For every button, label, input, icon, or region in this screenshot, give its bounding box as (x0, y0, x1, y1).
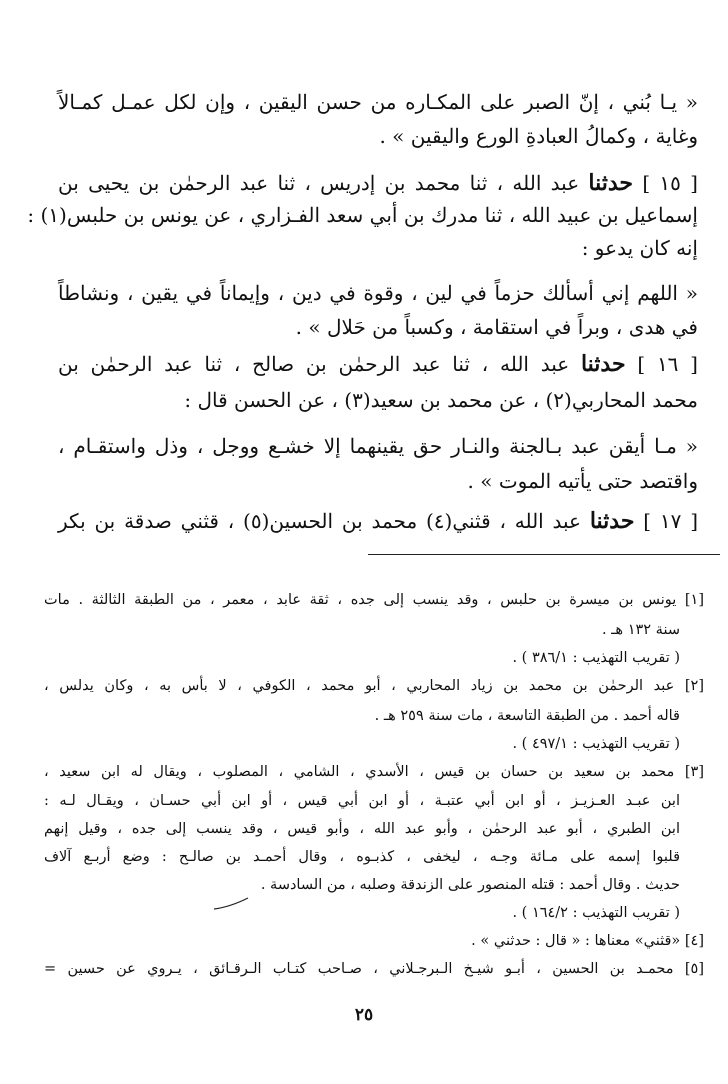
entry-text: عبد الله ، قثني(٤) محمد بن الحسين(٥) ، قثني صدقة بن بكر (58, 509, 581, 533)
paragraph-line: وغاية ، وكمالُ العبادةِ الورع واليقين » . (379, 124, 698, 148)
footnote-line: حديث . وقال أحمد : قتله المنصور على الزندقة وصلبه ، من السادسة . (260, 877, 680, 893)
footnote-line: [٥] محمـد بن الحسين ، أبـو شيـخ الـبرجـلاني ، صـاحب كتـاب الـرقـائق ، يـروي عن حسين = (44, 961, 704, 977)
footnote-line: ( تقريب التهذيب : ١٦٤/٢ ) . (512, 905, 680, 921)
footnote-line: [٤] «قثني» معناها : « قال : حدثني » . (471, 933, 704, 949)
entry-head: حدثنا (589, 508, 635, 534)
entry-text: عبد الله ، ثنا عبد الرحمٰن بن صالح ، ثنا عبد الرحمٰن بن (58, 352, 570, 376)
quote-line: واقتصد حتى يأتيه الموت » . (467, 469, 698, 493)
page-number: ٢٥ (354, 1005, 374, 1025)
paragraph-line: محمد المحاربي(٢) ، عن محمد بن سعيد(٣) ، عن الحسن قال : (184, 388, 698, 412)
quote-line: « اللهم إني أسألك حزماً في لين ، وقوة في دين ، وإيماناً في يقين ، ونشاطاً (58, 281, 698, 305)
footnote-line: ( تقريب التهذيب : ٣٨٦/١ ) . (512, 650, 680, 666)
footnote-line: قاله أحمد . من الطبقة التاسعة ، مات سنة ٢٥٩ هـ . (374, 708, 680, 724)
paragraph-line: إنه كان يدعو : (581, 236, 698, 260)
footnote-line: ابن عبـد العـزيـز ، أو ابن أبي عتبـة ، أو ابن أبي قيس ، أو ابن أبي حسـان ، ويقـال لـه : (44, 793, 680, 809)
hadith-entry-15-line (58, 170, 698, 196)
footnote-line: ( تقريب التهذيب : ٤٩٧/١ ) . (512, 736, 680, 752)
hadith-entry-17-line (58, 508, 698, 534)
entry-text: عبد الله ، ثنا محمد بن إدريس ، ثنا عبد الرحمٰن بن يحيى بن (58, 171, 580, 195)
footnote-line: سنة ١٣٢ هـ . (601, 622, 680, 638)
hadith-entry-16-line (58, 351, 698, 377)
entry-head: حدثنا (580, 351, 626, 377)
entry-number: [ ١٧ ] (643, 509, 699, 533)
entry-number: [ ١٥ ] (642, 171, 698, 195)
entry-number: [ ١٦ ] (637, 352, 698, 376)
footnote-line: [٣] محمد بن سعيد بن حسان بن قيس ، الأسدي ، الشامي ، المصلوب ، ويقال له ابن سعيد ، (44, 764, 704, 780)
quote-line: « مـا أيقن عبد بـالجنة والنـار حق يقينهما إلا خشـع ووجل ، وذل واستقـام ، (58, 434, 698, 458)
paragraph-line: « يـا بُني ، إنّ الصبر على المكـاره من حسن اليقين ، وإن لكل عمـل كمـالاً (58, 90, 698, 114)
entry-head: حدثنا (588, 170, 634, 196)
footnote-line: قلبوا إسمه على مـائة وجـه ، ليخفى ، كذبـوه ، وقال أحمـد بن صالـح : وضع أربـع آلاف (44, 849, 680, 865)
footnote-divider (368, 554, 720, 555)
footnote-line: [٢] عبد الرحمٰن بن محمد بن زياد المحاربي ، أبو محمد ، الكوفي ، لا بأس به ، وكان يدلس ، (44, 678, 704, 694)
footnote-line: ابن الطبري ، أبو عبد الرحمٰن ، وأبو عبد الله ، وأبو قيس ، وقد ينسب إلى جده ، وقيل إنهم (44, 821, 680, 837)
quote-line: في هدى ، وبراً في استقامة ، وكسباً من حَلال » . (295, 315, 698, 339)
footnote-line: [١] يونس بن ميسرة بن حلبس ، وقد ينسب إلى جده ، ثقة عابد ، معمر ، من الطبقة الثالثة . مات (44, 592, 704, 608)
paragraph-line: إسماعيل بن عبيد الله ، ثنا مدرك بن أبي سعد الفـزاري ، عن يونس بن حلبس(١) : (27, 203, 698, 227)
